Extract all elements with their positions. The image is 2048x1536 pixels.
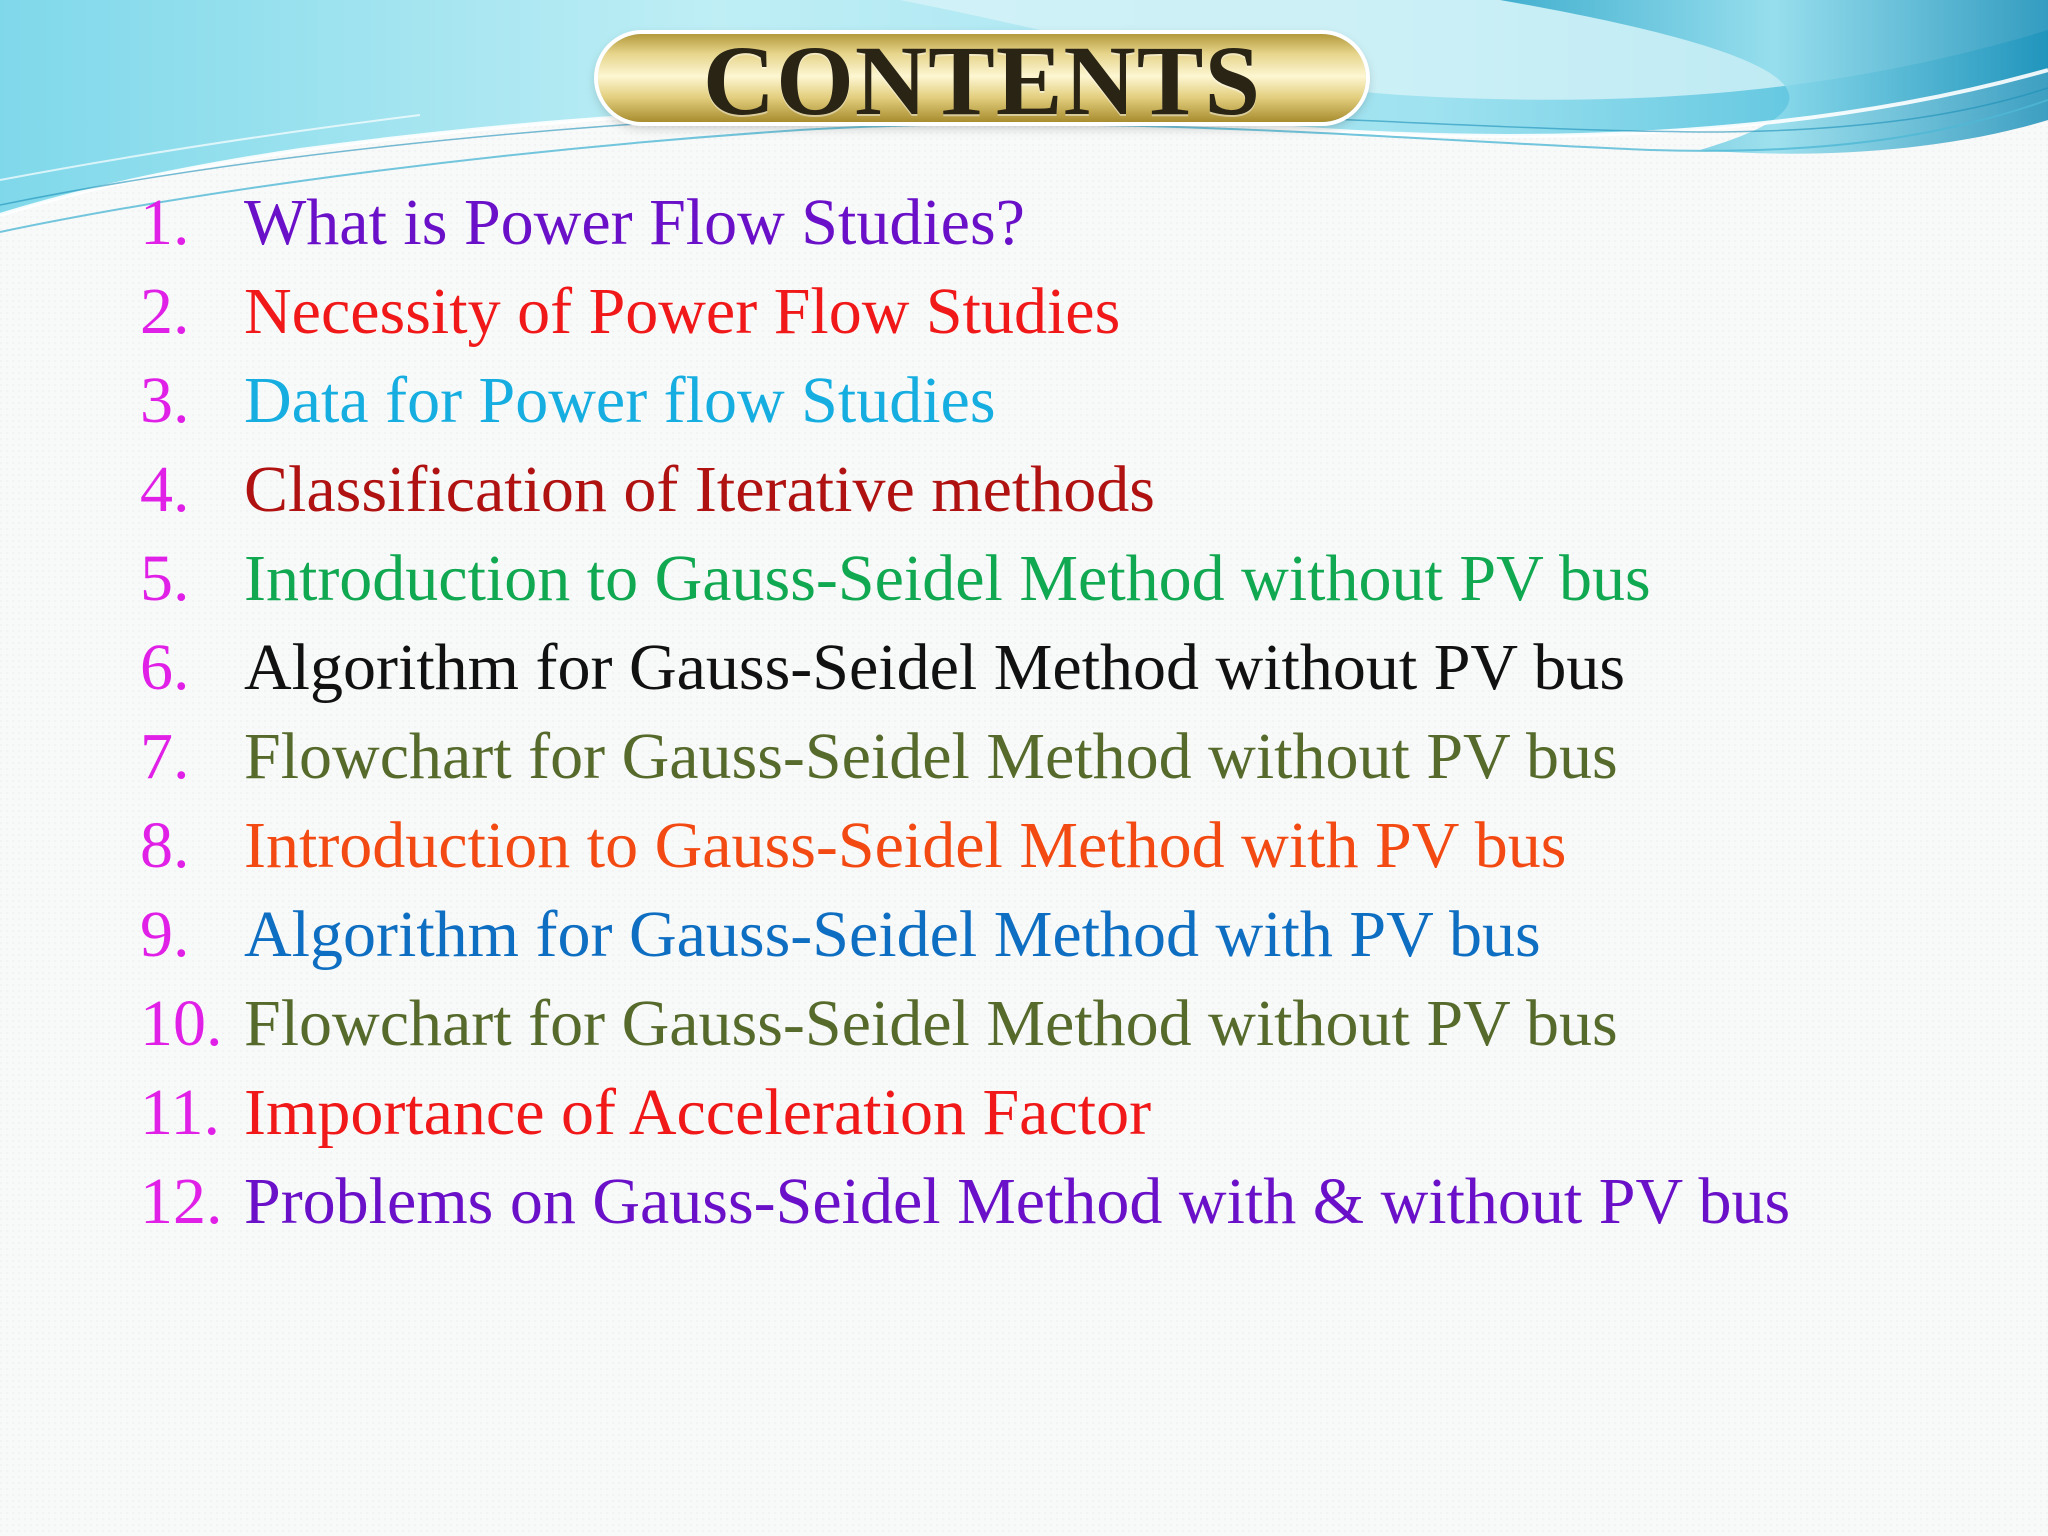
contents-list [0,185,2048,1344]
list-item [0,185,2048,274]
list-item-text: Problems on Gauss-Seidel Method with & without PV bus [244,1165,1791,1238]
list-item [0,363,2048,452]
list-item-text: Necessity of Power Flow Studies [244,275,1121,348]
list-item-text: What is Power Flow Studies? [244,186,1025,259]
list-item [0,1164,2048,1344]
list-item-number: 4. [140,453,190,526]
list-item-number: 6. [140,631,190,704]
list-item-text: Flowchart for Gauss-Seidel Method without PV bus [244,987,1618,1060]
list-item-number: 3. [140,364,190,437]
list-item [0,452,2048,541]
list-item-text: Importance of Acceleration Factor [244,1076,1152,1149]
list-item [0,630,2048,719]
list-item-number: 5. [140,542,190,615]
list-item-number: 9. [140,898,190,971]
list-item-text: Algorithm for Gauss-Seidel Method without PV bus [244,631,1626,704]
list-item-text: Introduction to Gauss-Seidel Method without PV bus [244,542,1651,615]
list-item-number: 1. [140,186,190,259]
list-item-number: 2. [140,275,190,348]
list-item-number: 7. [140,720,190,793]
list-item-text: Data for Power flow Studies [244,364,996,437]
list-item-text: Classification of Iterative methods [244,453,1155,526]
list-item [0,808,2048,897]
list-item [0,1075,2048,1164]
title-banner [598,25,1366,136]
list-item [0,719,2048,808]
list-item-number: 12. [140,1165,223,1238]
list-item-text: Flowchart for Gauss-Seidel Method without PV bus [244,720,1618,793]
list-item-number: 8. [140,809,190,882]
list-item-text: Introduction to Gauss-Seidel Method with PV bus [244,809,1567,882]
page-title: CONTENTS [702,25,1262,136]
list-item [0,274,2048,363]
list-item [0,541,2048,630]
list-item-number: 10. [140,987,223,1060]
list-item [0,986,2048,1075]
list-item-number: 11. [140,1076,221,1149]
list-item-text: Algorithm for Gauss-Seidel Method with PV bus [244,898,1541,971]
list-item [0,897,2048,986]
